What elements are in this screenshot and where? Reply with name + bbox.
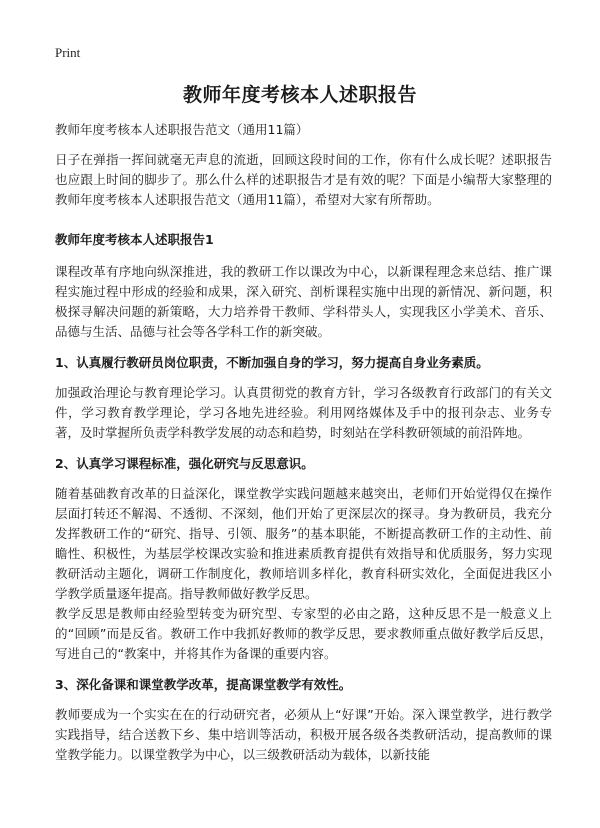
report-intro-paragraph: 课程改革有序地向纵深推进，我的教研工作以课改为中心，以新课程理念来总结、推广课程实施过程中形成的经验和成果，深入研究、剖析课程实施中出现的新情况、新问题，积极探寻解决问题的新策略，大力培养骨干教师、学科带头人，实现我区小学美术、音乐、品德与生活、品德与社会等各学科工作的新突破。 [55,264,552,339]
report-heading: 教师年度考核本人述职报告1 [55,232,214,247]
document-subtitle: 教师年度考核本人述职报告范文（通用11篇） [55,122,309,137]
section-heading: 1、认真履行教研员岗位职责，不断加强自身的学习，努力提高自身业务素质。 [55,355,489,370]
section-paragraph: 加强政治理论与教育理论学习。认真贯彻党的教育方针，学习各级教育行政部门的有关文件，学习教育教学理论，学习各地先进经验。利用网络媒体及手中的报刊杂志、业务专著，及时掌握所负责学科教学发展的动态和趋势，时刻站在学科教研领域的前沿阵地。 [55,385,552,440]
section-heading: 3、深化备课和课堂教学改革，提高课堂教学有效性。 [55,677,352,692]
section-heading: 2、认真学习课程标准，强化研究与反思意识。 [55,456,314,471]
section-paragraph: 随着基础教育改革的日益深化，课堂教学实践问题越来越突出，老师们开始觉得仅在操作层面打转还不解渴、不透彻、不深刻，他们开始了更深层次的探寻。身为教研员，我充分发挥教研工作的“研究、指导、引领、服务”的基本职能，不断提高教研工作的主动性、前瞻性、积极性，为基层学校课改实验和推进素质教育提供有效指导和优质服务，努力实现教研活动主题化，调研工作制度化，教师培训多样化，教育科研实效化，全面促进我区小学教学质量逐年提高。指导教师做好教学反思。 [55,486,552,601]
print-link[interactable]: Print [55,45,81,60]
section-paragraph: 教学反思是教师由经验型转变为研究型、专家型的必由之路，这种反思不是一般意义上的“回顾”而是反省。教研工作中我抓好教师的教学反思，要求教师重点做好教学后反思，写进自己的“教案中，并将其作为备课的重要内容。 [55,606,552,661]
document-title: 教师年度考核本人述职报告 [182,84,417,106]
section-paragraph: 教师要成为一个实实在在的行动研究者，必须从上“好课”开始。深入课堂教学，进行教学实践指导，结合送教下乡、集中培训等活动，积极开展各级各类教研活动，提高教师的课堂教学能力。以课堂教学为中心，以三级教研活动为载体，以新技能 [55,707,552,762]
document-body [55,120,552,776]
intro-paragraph: 日子在弹指一挥间就毫无声息的流逝，回顾这段时间的工作，你有什么成长呢？述职报告也应跟上时间的脚步了。那么什么样的述职报告才是有效的呢？下面是小编帮大家整理的教师年度考核本人述职报告范文（通用11篇），希望对大家有所帮助。 [55,152,552,207]
